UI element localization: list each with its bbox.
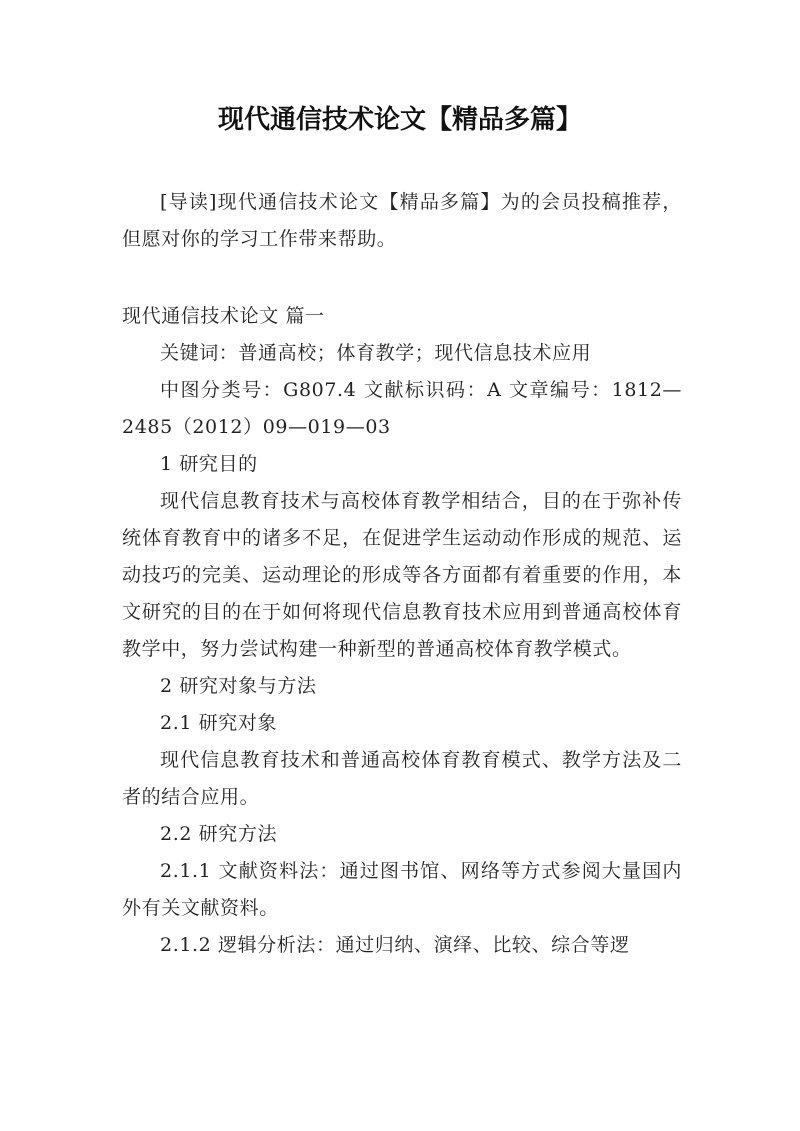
method-logic-analysis: 2.1.2 逻辑分析法：通过归纳、演绎、比较、综合等逻 [160, 934, 630, 956]
heading-research-methods: 2.2 研究方法 [160, 823, 278, 845]
heading-objects-methods: 2 研究对象与方法 [160, 675, 317, 697]
body-paragraph: 现代信息教育技术与高校体育教学相结合，目的在于弥补传统体育教育中的诸多不足，在促进学生运动动作形成的规范、运动技巧的完美、运动理论的形成等各方面都有着重要的作用，本文研究的目的在于如何将现代信息教育技术应用到普通高校体育教学中，努力尝试构建一种新型的普通高校体育教学模式。 [122, 490, 682, 660]
method-literature: 2.1.1 文献资料法：通过图书馆、网络等方式参阅大量国内外有关文献资料。 [122, 860, 682, 919]
heading-research-purpose: 1 研究目的 [160, 453, 258, 475]
heading-research-objects: 2.1 研究对象 [160, 712, 278, 734]
keywords-line: 关键词：普通高校；体育教学；现代信息技术应用 [160, 342, 592, 364]
document-title: 现代通信技术论文【精品多篇】 [217, 105, 582, 135]
body-paragraph: 现代信息教育技术和普通高校体育教育模式、教学方法及二者的结合应用。 [122, 749, 682, 808]
classification-line: 中图分类号：G807.4 文献标识码：A 文章编号：1812—2485（2012）09—019—03 [122, 379, 682, 438]
section-heading: 现代通信技术论文 篇一 [122, 305, 325, 327]
document-body [122, 298, 682, 964]
intro-paragraph: [导读]现代通信技术论文【精品多篇】为的会员投稿推荐，但愿对你的学习工作带来帮助。 [122, 191, 682, 250]
